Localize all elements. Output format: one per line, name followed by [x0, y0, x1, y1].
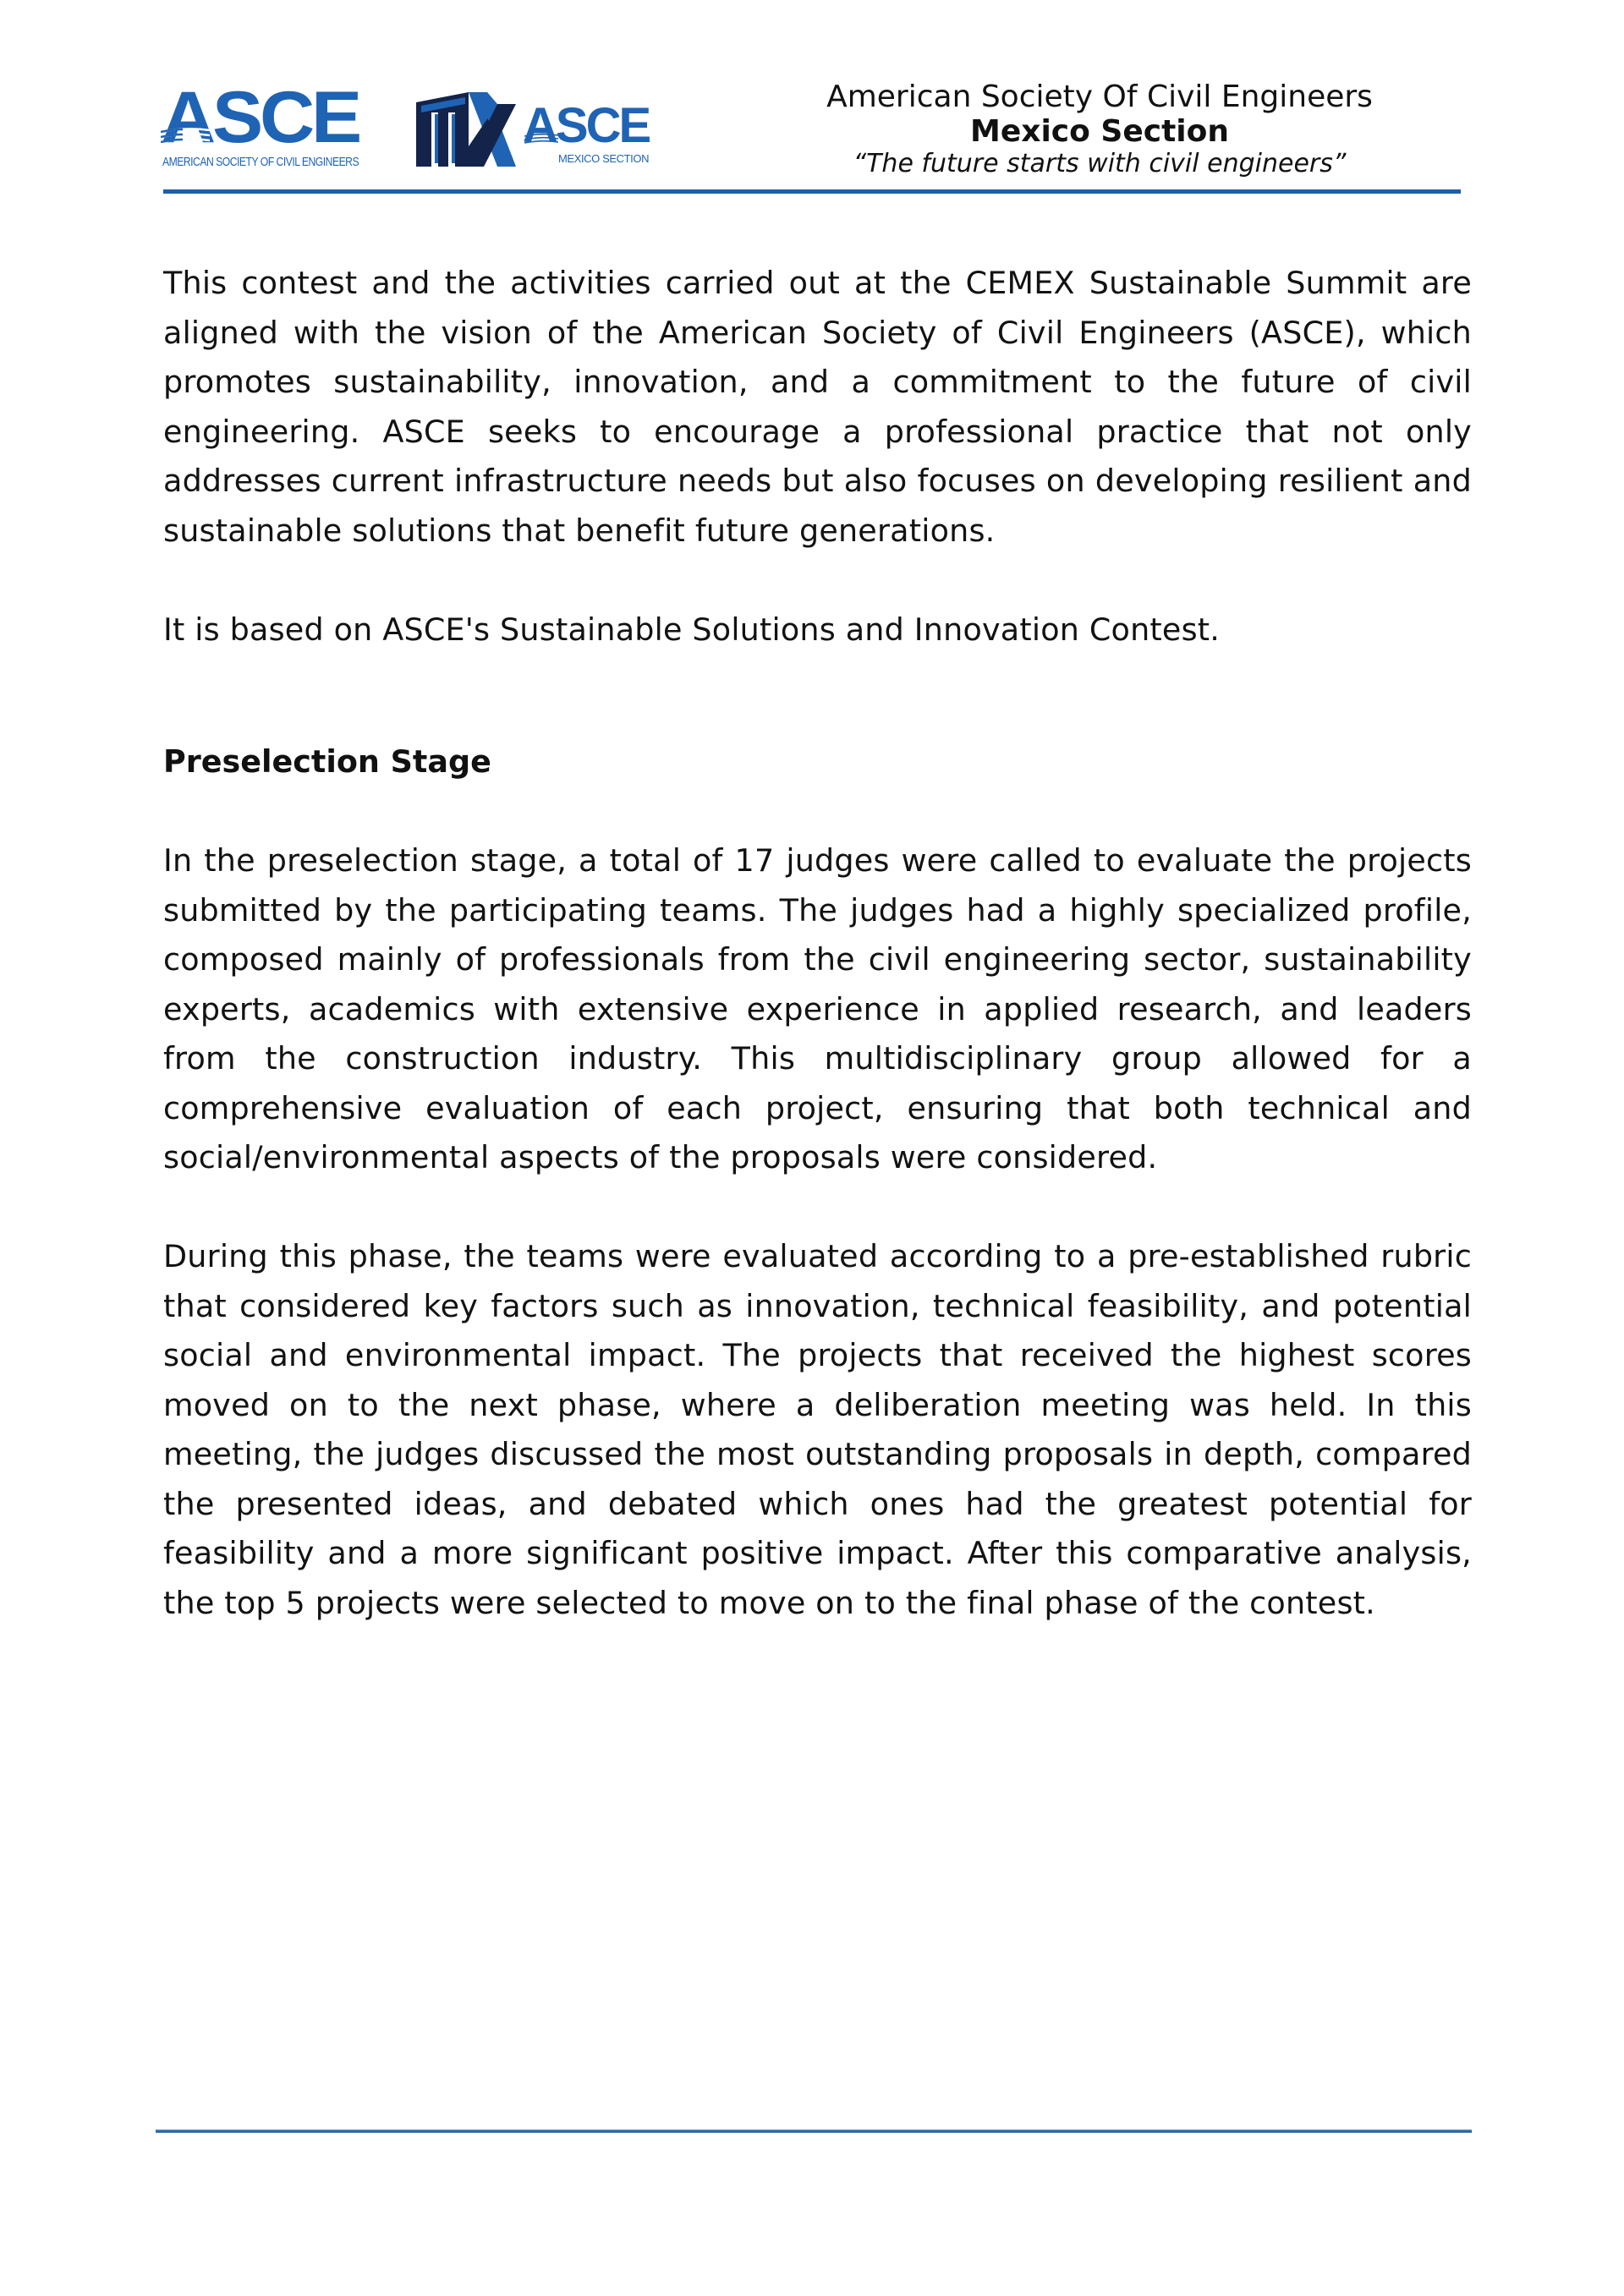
mx-monogram-icon: [416, 87, 516, 167]
bridge-swoosh-icon: [161, 127, 210, 145]
asce-mexico-section-logo: [416, 87, 653, 167]
header-divider: [163, 189, 1461, 194]
page-header: [0, 0, 1624, 203]
section-spacer: [163, 655, 1472, 737]
footer-divider: [156, 2129, 1472, 2133]
document-body: [163, 259, 1472, 1628]
section-paragraph: In the preselection stage, a total of 17 judges were called to evaluate the projects submitted by the participating teams. The judges had a highly specialized profile, composed mainly of professionals from the civil engineering sector, sustainability experts, academics with extensive experience in applied research, and leaders from the construction industry. This multidisciplinary group allowed for a comprehensive evaluation of each project, ensuring that both technical and social/environmental aspects of the proposals were considered.: [163, 842, 1472, 1175]
asce-logo-wordmark: ASCE: [161, 77, 359, 158]
paragraph-spacer: [163, 787, 1472, 837]
asce-logo: [161, 77, 364, 173]
paragraph-spacer: [163, 556, 1472, 606]
intro-paragraph: This contest and the activities carried out at the CEMEX Sustainable Summit are aligned with the vision of the American Society of Civil Engineers (ASCE), which promotes sustainability, innovation, and a commitment to the future of civil engineering. ASCE seeks to encourage a professional practice that not only addresses current infrastructure needs but also focuses on developing resilient and sustainable solutions that benefit future generations.: [163, 265, 1472, 549]
section-heading: Preselection Stage: [163, 743, 491, 780]
bridge-swoosh-icon: [524, 133, 558, 146]
paragraph-spacer: [163, 1183, 1472, 1233]
section-paragraph: During this phase, the teams were evaluated according to a pre-established rubric that considered key factors such as innovation, technical feasibility, and potential social and environmental impact. The projects that received the highest scores moved on to the next phase, where a deliberation meeting was held. In this meeting, the judges discussed the most outstanding proposals in depth, compared the presented ideas, and debated which ones had the greatest potential for feasibility and a more significant positive impact. After this comparative analysis, the top 5 projects were selected to move on to the final phase of the contest.: [163, 1238, 1472, 1621]
asce-logo-subtitle: AMERICAN SOCIETY OF CIVIL ENGINEERS: [162, 156, 359, 169]
section-name: Mexico Section: [970, 114, 1229, 149]
asce-mexico-wordmark: ASCE: [523, 98, 650, 153]
intro-paragraph: It is based on ASCE's Sustainable Solutions and Innovation Contest.: [163, 611, 1221, 648]
motto: “The future starts with civil engineers”: [853, 149, 1347, 178]
organization-name: American Society Of Civil Engineers: [826, 79, 1373, 114]
asce-mexico-subtitle: MEXICO SECTION: [558, 152, 650, 165]
organization-block: [761, 79, 1438, 179]
